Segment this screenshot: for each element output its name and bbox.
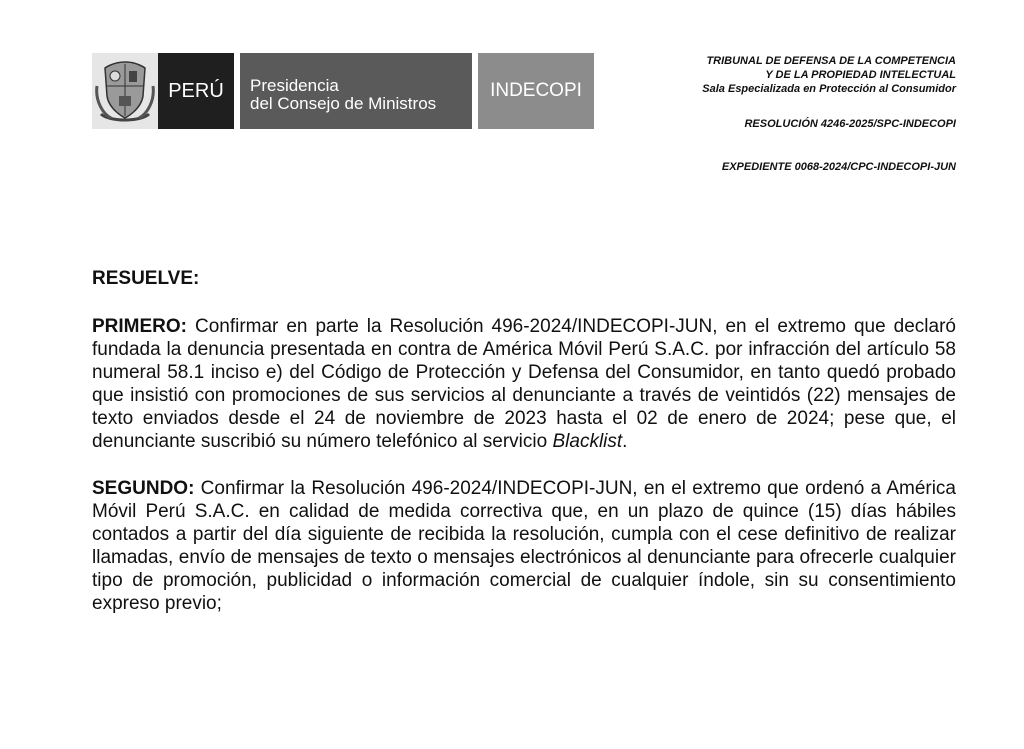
paragraph-segundo [92, 477, 956, 615]
paragraph-primero [92, 315, 956, 453]
sala-line: Sala Especializada en Protección al Consumidor [702, 83, 956, 95]
primero-label: PRIMERO: [92, 316, 187, 337]
pcm-label [240, 53, 472, 129]
peru-label: PERÚ [158, 53, 234, 129]
resolution-number: RESOLUCIÓN 4246-2025/SPC-INDECOPI [744, 118, 956, 130]
institutional-logo-bar [92, 53, 594, 129]
segundo-text: Confirmar la Resolución 496-2024/INDECOPI-JUN, en el extremo que ordenó a América Móvil Perú S.A.C. en calidad de medida correctiva que, en un plazo de quince (15) días hábiles contados a partir del día siguiente de recibida la resolución, cumpla con el cese definitivo de realizar llamadas, envío de mensajes de texto o mensajes electrónicos al denunciante para ofrecerle cualquier tipo de promoción, publicidad o información comercial de cualquier índole, sin su consentimiento expreso previo; [92, 478, 956, 614]
document-header [702, 54, 956, 174]
document-body [92, 267, 956, 639]
case-file-number: EXPEDIENTE 0068-2024/CPC-INDECOPI-JUN [721, 161, 956, 173]
primero-end: . [622, 431, 628, 452]
resolve-heading: RESUELVE: [92, 268, 200, 289]
coat-of-arms-icon [92, 53, 158, 129]
indecopi-label: INDECOPI [478, 53, 594, 129]
pcm-line-2: del Consejo de Ministros [250, 94, 437, 113]
pcm-line-1: Presidencia [250, 76, 339, 95]
tribunal-line-1: TRIBUNAL DE DEFENSA DE LA COMPETENCIA [706, 55, 956, 67]
segundo-label: SEGUNDO: [92, 478, 195, 499]
primero-italic-term: Blacklist [552, 431, 623, 452]
primero-text: Confirmar en parte la Resolución 496-2024/INDECOPI-JUN, en el extremo que declaró fundada la denuncia presentada en contra de América Móvil Perú S.A.C. por infracción del artículo 58 numeral 58.1 inciso e) del Código de Protección y Defensa del Consumidor, en tanto quedó probado que insistió con promociones de sus servicios al denunciante a través de veintidós (22) mensajes de texto enviados desde el 24 de noviembre de 2023 hasta el 02 de enero de 2024; pese que, el denunciante suscribió su número telefónico al servicio [92, 316, 956, 452]
tribunal-line-2: Y DE LA PROPIEDAD INTELECTUAL [765, 69, 956, 81]
